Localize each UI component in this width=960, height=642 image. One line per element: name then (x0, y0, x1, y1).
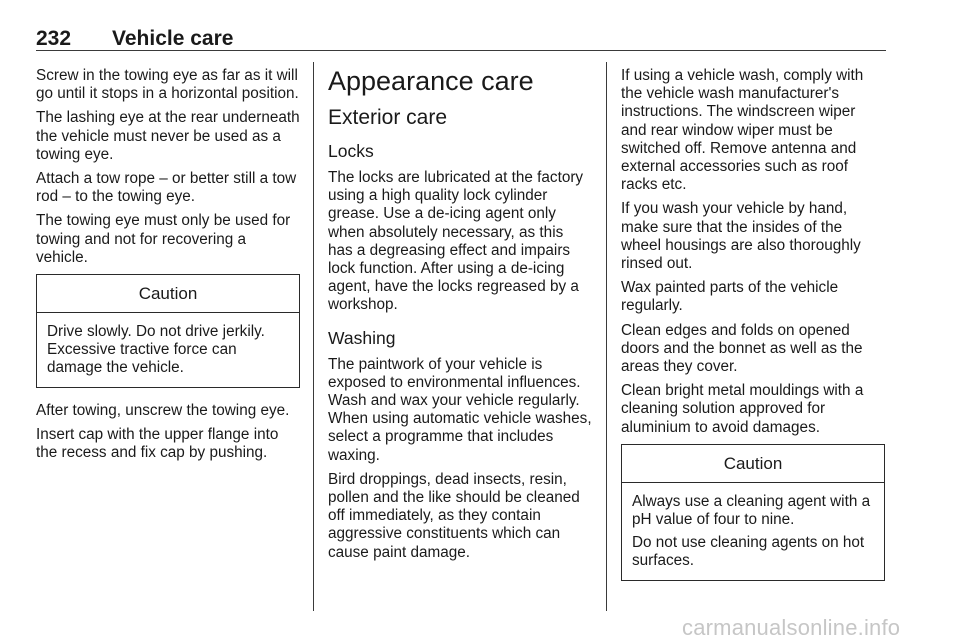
caution-title: Caution (37, 275, 299, 313)
caution-title: Caution (622, 445, 884, 483)
paragraph: Clean bright metal mouldings with a cleaning solution approved for aluminium to avoid damages. (621, 382, 864, 436)
paragraph: After towing, unscrew the towing eye. (36, 401, 290, 419)
paragraph: Attach a tow rope – or better still a tow rod – to the towing eye. (36, 170, 297, 206)
paragraph: Insert cap with the upper flange into the recess and fix cap by pushing. (36, 425, 279, 462)
caution-box (621, 444, 885, 581)
caution-box (36, 274, 300, 388)
paragraph: The towing eye must only be used for towing and not for recovering a vehicle. (36, 212, 291, 266)
column-2 (328, 67, 592, 568)
paragraph: If you wash your vehicle by hand, make sure that the insides of the wheel housings are also thoroughly rinsed out. (621, 200, 861, 273)
paragraph: The locks are lubricated at the factory using a high quality lock cylinder grease. Use a de-icing agent only when absolutely necessary, as this has a degreasing effect and impairs lock function. After using a de-icing agent, have the locks regreased by a workshop. (328, 169, 584, 314)
caution-body (622, 483, 884, 580)
paragraph: Wax painted parts of the vehicle regularly. (621, 279, 839, 315)
caution-text: Do not use cleaning agents on hot surfaces. (632, 534, 865, 570)
chapter-title: Appearance care (328, 66, 534, 96)
watermark: carmanualsonline.info (682, 615, 901, 640)
paragraph: Screw in the towing eye as far as it will go until it stops in a horizontal position. (36, 67, 299, 103)
caution-body (37, 313, 299, 387)
column-divider (313, 62, 314, 611)
paragraph: The paintwork of your vehicle is exposed to environmental influences. Wash and wax your vehicle regularly. When using automatic vehicle washes, select a programme that includes waxing. (328, 355, 592, 464)
caution-text: Always use a cleaning agent with a pH value of four to nine. (632, 492, 871, 529)
page-header (36, 27, 886, 51)
paragraph: If using a vehicle wash, comply with the vehicle wash manufacturer's instructions. The windscreen wiper and rear window wiper must be switched off. Remove antenna and external accessories such as roof racks etc. (621, 67, 864, 194)
locks-heading: Locks (328, 141, 374, 161)
paragraph: Clean edges and folds on opened doors and the bonnet as well as the areas they cover. (621, 321, 863, 376)
paragraph: The lashing eye at the rear underneath the vehicle must never be used as a towing eye. (36, 109, 300, 163)
caution-text: Drive slowly. Do not drive jerkily. Excessive tractive force can damage the vehicle. (47, 323, 265, 377)
column-3 (621, 67, 885, 595)
page-number: 232 (36, 27, 72, 50)
washing-heading: Washing (328, 327, 396, 348)
column-divider (606, 62, 607, 611)
subchapter-title: Exterior care (328, 106, 448, 129)
paragraph: Bird droppings, dead insects, resin, pollen and the like should be cleaned off immediately, as they contain aggressive constituents which can cause paint damage. (328, 470, 580, 561)
section-title: Vehicle care (112, 27, 234, 50)
column-1 (36, 67, 300, 468)
